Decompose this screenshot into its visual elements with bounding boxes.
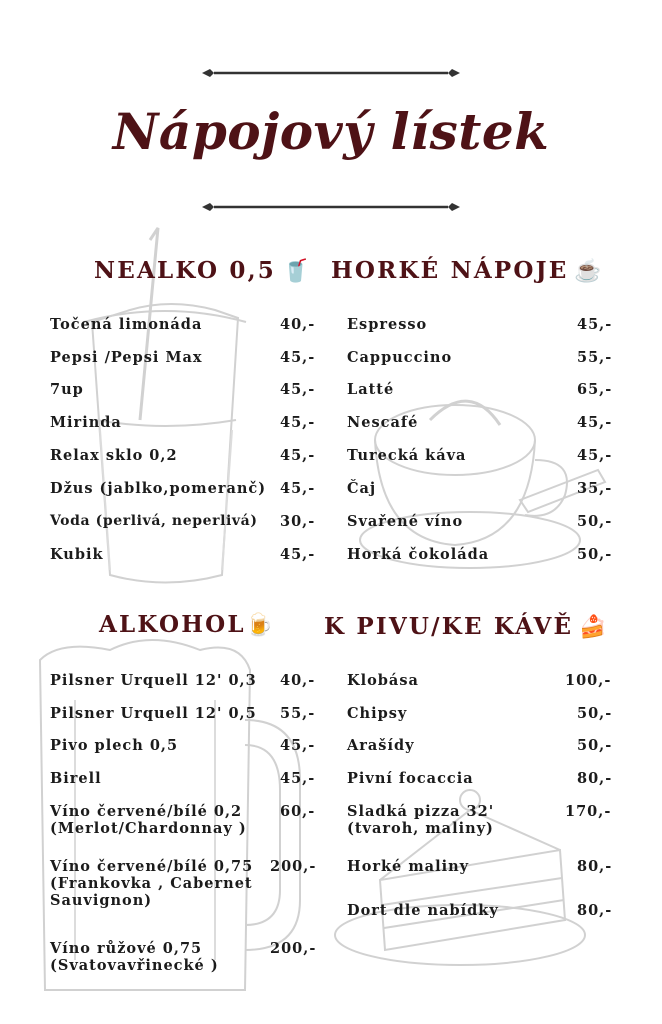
- section-heading-alkohol: [99, 611, 273, 638]
- alkohol-list: Pilsner Urquell 12' 0,3 40,- Pilsner Urquell 12' 0,5 55,- Pivo plech 0,5 45,- Birell 45,- Víno červené/bílé 0,2 (Merlot/Chardonnay ) 60,- Víno červené/bílé 0,75 (Frankovka , Cabernet Sauvignon) 200,- Víno růžové 0,75 (Svatovavřinecké ) 200,-: [50, 672, 317, 974]
- section-heading-horke: [331, 257, 602, 284]
- top-divider: [200, 67, 462, 79]
- section-title: NEALKO 0,5: [94, 257, 277, 284]
- page-title: Nápojový lístek: [112, 102, 550, 161]
- section-title: K PIVU/KE KÁVĚ: [324, 613, 574, 640]
- hot-drink-icon: ☕: [574, 258, 602, 284]
- nealko-list: Točená limonáda 40,- Pepsi /Pepsi Max 45,- 7up 45,- Mirinda 45,- Relax sklo 0,2 45,- Džus (jablko,pomeranč) 45,- Voda (perlivá, neperlivá) 30,- Kubik 45,-: [50, 316, 316, 563]
- section-title: HORKÉ NÁPOJE: [331, 257, 569, 284]
- bottom-divider: [200, 201, 462, 213]
- cup-with-straw-icon: 🥤: [282, 258, 310, 284]
- kpivu-list: Klobása 100,- Chipsy 50,- Arašídy 50,- Pivní focaccia 80,- Sladká pizza 32' (tvaroh, maliny) 170,- Horké maliny 80,- Dort dle nabídky 80,-: [347, 672, 613, 919]
- section-heading-nealko: [94, 257, 309, 284]
- horke-list: Espresso 45,- Cappuccino 55,- Latté 65,- Nescafé 45,- Turecká káva 45,- Čaj 35,- Svařené víno 50,- Horká čokoláda 50,-: [347, 316, 613, 563]
- cake-slice-icon: 🍰: [579, 614, 607, 640]
- section-title: ALKOHOL: [99, 611, 246, 638]
- section-heading-kpivu: [324, 613, 607, 640]
- beer-mug-icon: 🍺: [245, 612, 274, 638]
